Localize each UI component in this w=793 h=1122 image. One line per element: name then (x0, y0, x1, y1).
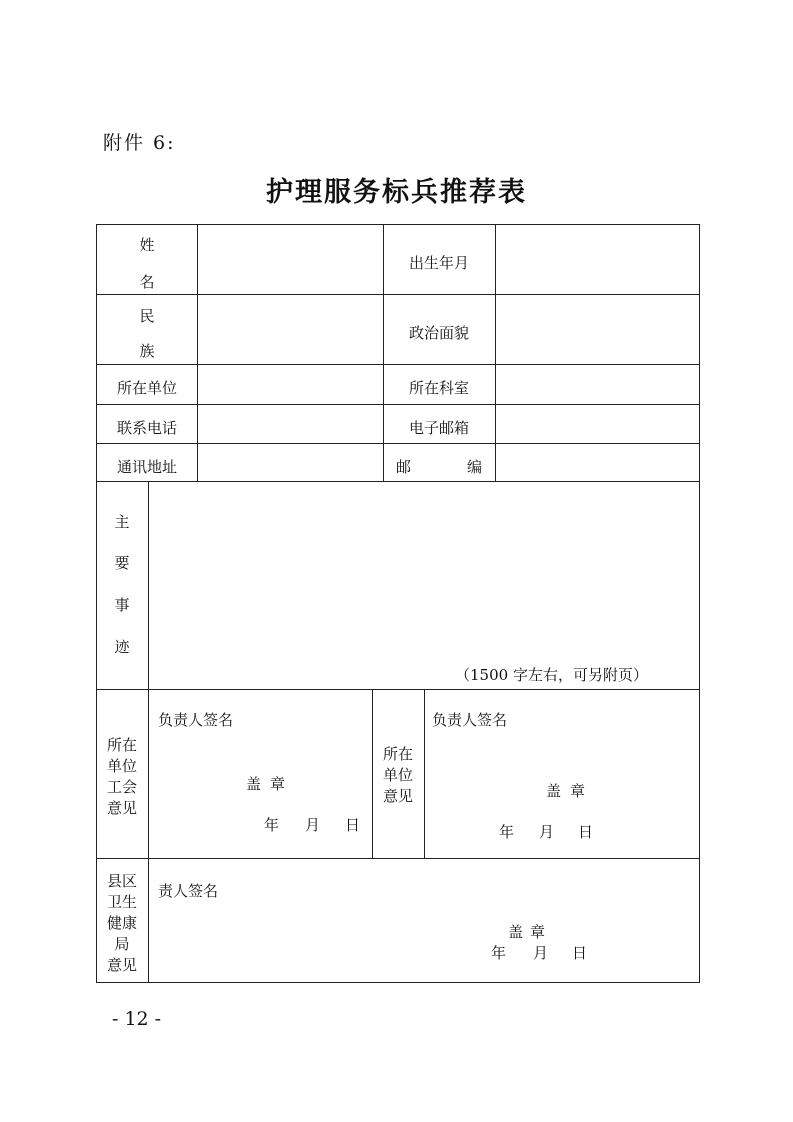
union-signature-label: 负责人签名 (158, 711, 234, 729)
county-date-year: 年 (491, 944, 507, 962)
row-divider (96, 404, 700, 405)
deeds-label-char: 要 (114, 554, 130, 572)
row-divider (96, 689, 700, 690)
postal-label-char: 编 (467, 458, 483, 476)
union-date-year: 年 (264, 816, 280, 834)
political-status-label: 政治面貌 (408, 324, 470, 342)
unit-date-day: 日 (578, 823, 594, 841)
table-border-top (96, 224, 700, 225)
column-divider (424, 689, 425, 858)
table-border-left (96, 224, 97, 983)
row-divider (96, 294, 700, 295)
county-seal-char: 盖 (508, 923, 524, 941)
deeds-label-char: 主 (114, 513, 130, 531)
union-seal-char: 盖 (246, 775, 262, 793)
union-date-month: 月 (305, 816, 321, 834)
address-label: 通讯地址 (116, 458, 178, 476)
postal-label-char: 邮 (396, 458, 412, 476)
union-opinion-label: 所在 单位 工会 意见 (106, 736, 138, 817)
name-label-char: 姓 (139, 236, 155, 254)
deeds-note: （1500 字左右，可另附页） (455, 666, 648, 684)
attachment-label: 附件 6: (103, 132, 176, 154)
unit-date-year: 年 (499, 823, 515, 841)
county-seal-char: 章 (530, 923, 546, 941)
row-divider (96, 481, 700, 482)
row-divider (96, 858, 700, 859)
column-divider (495, 224, 496, 481)
table-border-bottom (96, 982, 700, 983)
county-signature-label: 责人签名 (158, 882, 219, 900)
column-divider (148, 481, 149, 982)
unit-label: 所在单位 (116, 379, 178, 397)
birth-label: 出生年月 (408, 254, 470, 272)
phone-label: 联系电话 (116, 419, 178, 437)
ethnicity-label-char: 民 (139, 307, 155, 325)
county-date-day: 日 (572, 944, 588, 962)
name-label-char: 名 (139, 273, 155, 291)
column-divider (383, 224, 384, 481)
column-divider (197, 224, 198, 481)
row-divider (96, 364, 700, 365)
county-opinion-label: 县区 卫生 健康 局 意见 (106, 872, 138, 974)
county-date-month: 月 (533, 944, 549, 962)
ethnicity-label-char: 族 (139, 342, 155, 360)
row-divider (96, 443, 700, 444)
deeds-label-char: 事 (114, 596, 130, 614)
union-date-day: 日 (345, 816, 361, 834)
form-title: 护理服务标兵推荐表 (266, 177, 527, 208)
unit-seal-char: 盖 (546, 782, 562, 800)
unit-signature-label: 负责人签名 (432, 711, 508, 729)
table-border-right (699, 224, 700, 983)
union-seal-char: 章 (270, 775, 286, 793)
unit-opinion-label: 所在 单位 意见 (382, 745, 414, 805)
unit-date-month: 月 (539, 823, 555, 841)
email-label: 电子邮箱 (408, 419, 470, 437)
unit-seal-char: 章 (570, 782, 586, 800)
column-divider (372, 689, 373, 858)
page-number: - 12 - (112, 1008, 162, 1030)
deeds-label-char: 迹 (114, 638, 130, 656)
department-label: 所在科室 (408, 379, 470, 397)
